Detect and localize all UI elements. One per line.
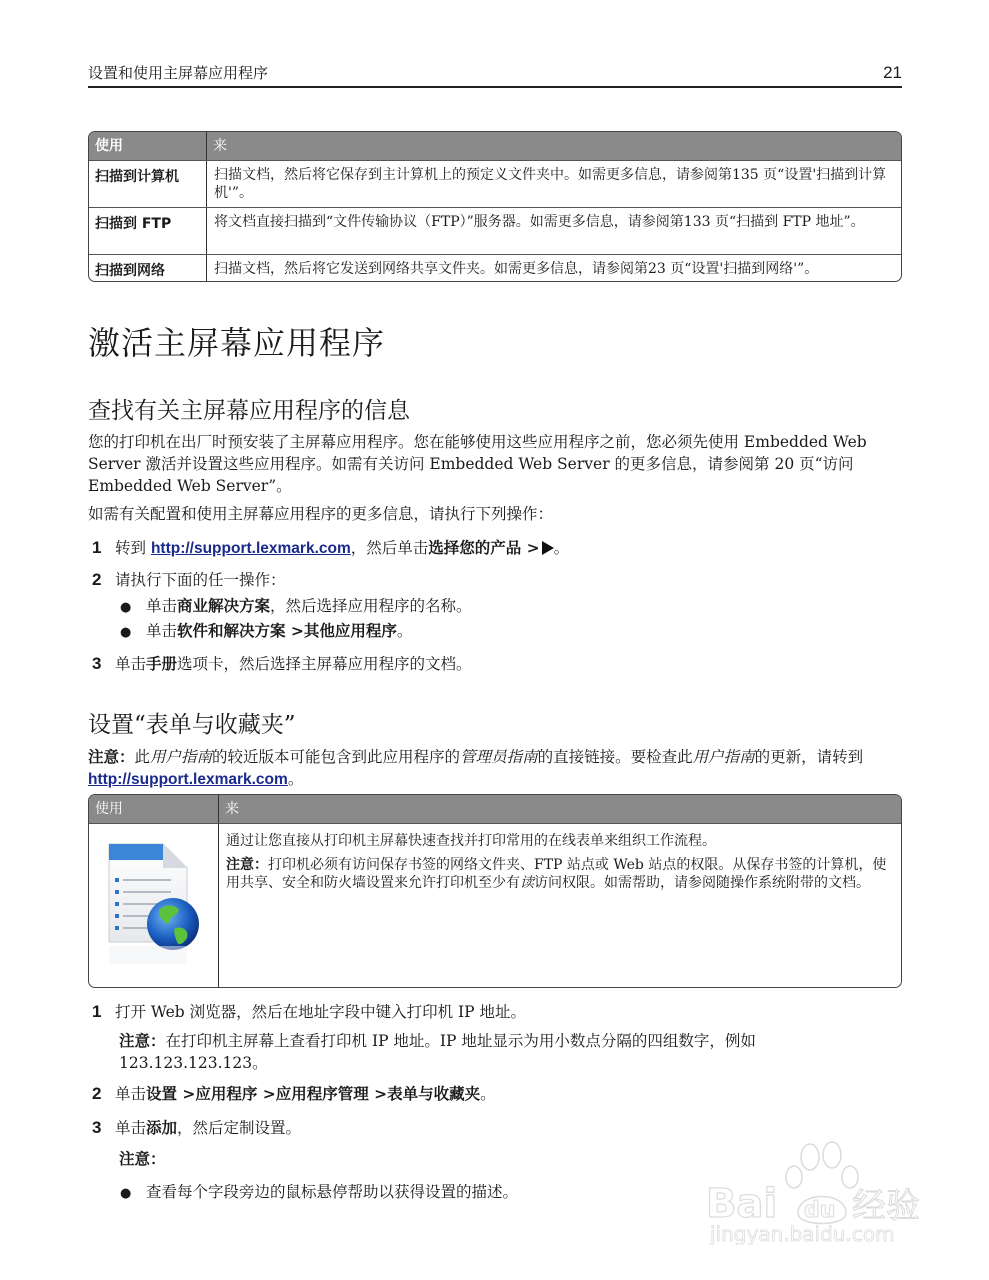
ui-path: 选择您的产品 > bbox=[428, 539, 540, 557]
note-text: 打印机必须有访问保存书签的网络文件夹、FTP 站点或 Web 站点的权限。从保存书签的计算机，使用共享、安全和防火墙设置来允许打印机至少有 bbox=[226, 857, 887, 891]
note-text: 用户指南 bbox=[150, 748, 213, 766]
svg-text:经验: 经验 bbox=[852, 1186, 920, 1226]
column-header-use: 使用 bbox=[89, 795, 219, 823]
ui-path: 添加 bbox=[146, 1119, 178, 1137]
ui-path: 手册 bbox=[146, 655, 178, 673]
step-text: 选项卡，然后选择主屏幕应用程序的文档。 bbox=[177, 655, 472, 673]
column-header-to: 来 bbox=[213, 138, 227, 154]
step-1 bbox=[92, 536, 569, 558]
step-2 bbox=[92, 1082, 496, 1104]
step-text: 请执行下面的任一操作： bbox=[115, 571, 286, 589]
note-label: 注意： bbox=[119, 1032, 166, 1050]
step-note bbox=[119, 1030, 839, 1074]
note-paragraph bbox=[88, 746, 902, 791]
note-text: 读 bbox=[520, 875, 534, 891]
bullet-icon: ● bbox=[120, 625, 132, 640]
step-text: 转到 bbox=[115, 539, 151, 557]
row-desc: 扫描文档，然后将它发送到网络共享文件夹。如需更多信息，请参阅第23 页“设置'扫描到网络'”。 bbox=[214, 261, 819, 277]
icon-cell bbox=[89, 824, 219, 987]
svg-text:du: du bbox=[804, 1198, 836, 1223]
bullet-text: ，然后选择应用程序的名称。 bbox=[270, 597, 472, 615]
bullet-icon: ● bbox=[120, 1186, 132, 1201]
note-text: 的更新，请转到 bbox=[754, 748, 864, 766]
note-label: 注意： bbox=[88, 748, 135, 766]
forms-favorites-table bbox=[88, 794, 902, 988]
step-3 bbox=[92, 1116, 301, 1138]
note-text: 用户指南 bbox=[692, 748, 755, 766]
note-text: 此 bbox=[134, 748, 151, 766]
step-text: 打开 Web 浏览器，然后在地址字段中键入打印机 IP 地址。 bbox=[115, 1003, 527, 1021]
bullet-item bbox=[120, 1180, 518, 1202]
bullet-text: 单击 bbox=[146, 597, 178, 615]
forms-globe-icon bbox=[103, 838, 203, 968]
step-number: 1 bbox=[92, 1002, 102, 1021]
step-number: 3 bbox=[92, 1118, 102, 1137]
note-text: 在打印机主屏幕上查看打印机 IP 地址。IP 地址显示为用小数点分隔的四组数字，例如 123.123.123.123。 bbox=[119, 1032, 756, 1072]
ui-path: 软件和解决方案 >其他应用程序 bbox=[177, 622, 397, 640]
row-use: 扫描到网络 bbox=[89, 255, 207, 281]
support-link[interactable]: http://support.lexmark.com bbox=[88, 771, 288, 788]
page-number: 21 bbox=[883, 63, 902, 82]
row-desc: 扫描文档，然后将它保存到主计算机上的预定义文件夹中。如需更多信息，请参阅第135 页“设置'扫描到计算机'”。 bbox=[214, 167, 887, 201]
table-row bbox=[89, 254, 901, 281]
intro-paragraph: 您的打印机在出厂时预安装了主屏幕应用程序。您在能够使用这些应用程序之前，您必须先使用 Embedded Web Server 激活并设置这些应用程序。如需有关访问 Embedded Web Server 的更多信息，请参阅第 20 页“访问 Embedded Web Server”。 bbox=[88, 433, 867, 495]
step-text: 单击 bbox=[115, 1119, 147, 1137]
bullet-item bbox=[120, 619, 412, 641]
column-header-to: 来 bbox=[225, 801, 239, 817]
scan-options-table bbox=[88, 131, 902, 282]
subsection-title: 设置“表单与收藏夹” bbox=[88, 712, 296, 738]
step-text: ，然后单击 bbox=[350, 539, 429, 557]
note-text: 访问权限。如需帮助，请参阅随操作系统附带的文档。 bbox=[534, 875, 870, 891]
note-label: 注意： bbox=[119, 1150, 166, 1168]
description-text: 通过让您直接从打印机主屏幕快速查找并打印常用的在线表单来组织工作流程。 bbox=[226, 833, 716, 849]
step-number: 1 bbox=[92, 538, 102, 557]
ui-path: 商业解决方案 bbox=[177, 597, 271, 615]
running-header bbox=[88, 64, 902, 88]
column-header-use: 使用 bbox=[89, 132, 207, 160]
subsection-title: 查找有关主屏幕应用程序的信息 bbox=[88, 398, 410, 424]
step-1 bbox=[92, 1000, 526, 1022]
instructions-paragraph: 如需有关配置和使用主屏幕应用程序的更多信息，请执行下列操作： bbox=[88, 505, 554, 523]
step-2 bbox=[92, 568, 286, 590]
header-title: 设置和使用主屏幕应用程序 bbox=[88, 64, 269, 82]
support-link[interactable]: http://support.lexmark.com bbox=[150, 540, 351, 557]
note-text: 管理员指南 bbox=[460, 748, 538, 766]
table-header-row bbox=[89, 795, 901, 823]
table-row bbox=[89, 160, 901, 207]
description-note bbox=[226, 856, 894, 892]
play-arrow-icon bbox=[542, 541, 554, 555]
table-row bbox=[89, 207, 901, 254]
bullet-item bbox=[120, 594, 472, 616]
note-text: 的较近版本可能包含到此应用程序的 bbox=[212, 748, 461, 766]
step-number: 2 bbox=[92, 1084, 102, 1103]
row-desc: 将文档直接扫描到“文件传输协议（FTP）”服务器。如需更多信息，请参阅第133 页“扫描到 FTP 地址”。 bbox=[214, 214, 865, 230]
step-number: 2 bbox=[92, 570, 102, 589]
row-use: 扫描到计算机 bbox=[89, 161, 207, 207]
step-number: 3 bbox=[92, 654, 102, 673]
bullet-icon: ● bbox=[120, 600, 132, 615]
table-row bbox=[89, 823, 901, 987]
bullet-text: 。 bbox=[396, 622, 413, 640]
note-text: 。 bbox=[287, 770, 304, 788]
step-text: 单击 bbox=[115, 1085, 147, 1103]
watermark-brand: Bai bbox=[706, 1181, 778, 1227]
note-text: 的直接链接。要检查此 bbox=[537, 748, 693, 766]
step-text: 。 bbox=[480, 1085, 496, 1103]
baidu-watermark-logo bbox=[700, 1135, 950, 1245]
ui-path: 设置 >应用程序 >应用程序管理 >表单与收藏夹 bbox=[146, 1085, 481, 1103]
bullet-text: 查看每个字段旁边的鼠标悬停帮助以获得设置的描述。 bbox=[146, 1183, 519, 1201]
row-use: 扫描到 FTP bbox=[89, 208, 207, 254]
note-label: 注意： bbox=[226, 857, 268, 873]
step-3 bbox=[92, 652, 472, 674]
table-header-row bbox=[89, 132, 901, 160]
description-cell bbox=[219, 824, 901, 987]
step-text: 单击 bbox=[115, 655, 147, 673]
section-title: 激活主屏幕应用程序 bbox=[88, 324, 386, 362]
step-text: ，然后定制设置。 bbox=[177, 1119, 302, 1137]
step-text: 。 bbox=[553, 539, 570, 557]
bullet-text: 单击 bbox=[146, 622, 178, 640]
svg-text:jingyan.baidu.com: jingyan.baidu.com bbox=[710, 1222, 895, 1245]
